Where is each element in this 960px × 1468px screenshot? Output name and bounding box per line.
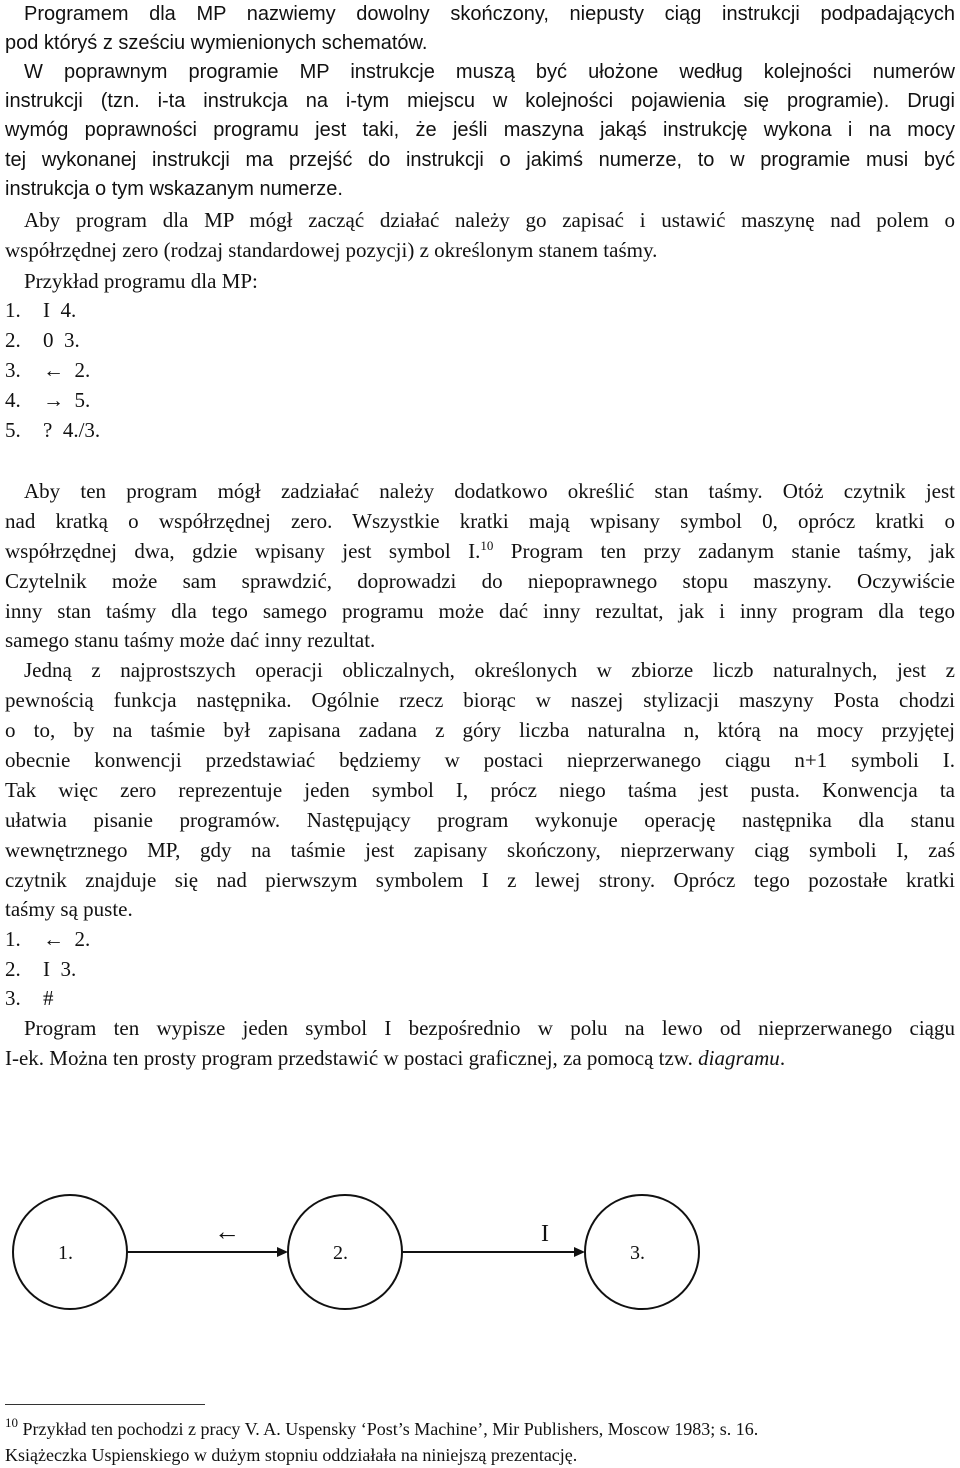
text-line: taśmy są puste. xyxy=(5,897,133,921)
footnote-rule xyxy=(5,1404,205,1405)
footnote-text: Przykład ten pochodzi z pracy V. A. Uspensky ‘Post’s Machine’, Mir Publishers, Moscow 1983; s. 16. xyxy=(22,1419,759,1439)
text-fragment: Program ten przy zadanym stanie taśmy, jak xyxy=(493,539,955,563)
text-line: Programem dla MP nazwiemy dowolny skończony, niepusty ciąg instrukcji podpadających xyxy=(24,3,955,25)
instruction-number: 5. xyxy=(5,418,21,442)
diagram-node-label: 1. xyxy=(58,1242,73,1264)
footnote-number: 10 xyxy=(5,1415,18,1430)
arrowhead-icon xyxy=(574,1247,585,1257)
text-line: Czytelnik może sam sprawdzić, doprowadzi do niepoprawnego stopu maszyny. Oczywiście xyxy=(5,569,955,593)
text-line: pod któryś z sześciu wymienionych schematów. xyxy=(5,32,428,54)
text-fragment: . xyxy=(779,1046,786,1070)
text-line: Jedną z najprostszych operacji obliczalnych, określonych w zbiorze liczb naturalnych, jest z xyxy=(24,658,955,682)
instruction-number: 3. xyxy=(5,986,21,1010)
instruction-number: 1. xyxy=(5,298,21,322)
instruction-body: → 5. xyxy=(43,388,91,412)
text-line: wewnętrznego MP, gdy na taśmie jest zapisany skończony, nieprzerwany ciąg symboli I, zaś xyxy=(5,838,955,862)
text-fragment: I-ek. Można ten prosty program przedstawić w postaci graficznej, za pomocą tzw. xyxy=(5,1046,699,1070)
instruction-body: ← 2. xyxy=(43,927,91,951)
text-line: instrukcja o tym wskazanym numerze. xyxy=(5,178,343,200)
instruction-body: I 3. xyxy=(43,957,77,981)
text-line: Tak więc zero reprezentuje jeden symbol I, prócz niego taśma jest pusta. Konwencja ta xyxy=(5,778,955,802)
text-line: tej wykonanej instrukcji ma przejść do instrukcji o jakimś numerze, to w programie musi być xyxy=(5,149,955,171)
text-line: inny stan taśmy dla tego samego programu może dać inny rezultat, jak i inny program dla tego xyxy=(5,599,955,623)
instruction-body: # xyxy=(43,986,54,1010)
text-line: czytnik znajduje się nad pierwszym symbolem I z lewej strony. Oprócz tego pozostałe kratki xyxy=(5,868,955,892)
diagram-edge-label: ← xyxy=(214,1217,240,1246)
instruction-body: I 4. xyxy=(43,298,77,322)
text-line: ułatwia pisanie programów. Następujący program wykonuje operację następnika dla stanu xyxy=(5,808,955,832)
text-line: współrzędnej zero (rodzaj standardowej pozycji) z określonym stanem taśmy. xyxy=(5,238,658,262)
emphasis-term: diagramu xyxy=(698,1046,780,1070)
instruction-number: 1. xyxy=(5,927,21,951)
text-line: wymóg poprawności programu jest taki, że jeśli maszyna jakąś instrukcję wykona i na mocy xyxy=(5,119,955,141)
footnote-text: Książeczka Uspienskiego w dużym stopniu oddziałała na niniejszą prezentację. xyxy=(5,1445,578,1465)
diagram-node-label: 2. xyxy=(333,1242,348,1264)
instruction-number: 4. xyxy=(5,388,21,412)
text-line: nad kratką o współrzędnej zero. Wszystkie kratki mają wpisany symbol 0, oprócz kratki o xyxy=(5,509,955,533)
text-line: Aby ten program mógł zadziałać należy dodatkowo określić stan taśmy. Otóż czytnik jest xyxy=(24,479,955,503)
text-line: Aby program dla MP mógł zacząć działać należy go zapisać i ustawić maszynę nad polem o xyxy=(24,208,955,232)
instruction-number: 2. xyxy=(5,957,21,981)
text-line: samego stanu taśmy może dać inny rezultat. xyxy=(5,628,376,652)
diagram-node-label: 3. xyxy=(630,1242,645,1264)
instruction-body: ? 4./3. xyxy=(43,418,101,442)
footnote xyxy=(5,1416,955,1442)
text-line: Program ten wypisze jeden symbol I bezpośrednio w polu na lewo od nieprzerwanego ciągu xyxy=(24,1016,955,1040)
text-line: instrukcji (tzn. i-ta instrukcja na i-tym miejscu w kolejności pojawienia się programie). Drugi xyxy=(5,90,955,112)
instruction-number: 2. xyxy=(5,328,21,352)
diagram-edge-label: I xyxy=(541,1221,549,1247)
text-line: obecnie konwencji przedstawiać będziemy w postaci nieprzerwanego ciągu n+1 symboli I. xyxy=(5,748,955,772)
text-line: W poprawnym programie MP instrukcje muszą być ułożone według kolejności numerów xyxy=(24,61,955,83)
footnote-ref: 10 xyxy=(480,538,494,553)
instruction-body: 0 3. xyxy=(43,328,80,352)
text-line: o to, by na taśmie był zapisana zadana z góry liczba naturalna n, którą na mocy przyjętej xyxy=(5,718,955,742)
arrowhead-icon xyxy=(277,1247,288,1257)
instruction-number: 3. xyxy=(5,358,21,382)
text-line: pewnością funkcja następnika. Ogólnie rzecz biorąc w naszej stylizacji maszyny Posta chodzi xyxy=(5,688,955,712)
text-fragment: współrzędnej dwa, gdzie wpisany jest symbol I. xyxy=(5,539,481,563)
instruction-body: ← 2. xyxy=(43,358,91,382)
example-heading: Przykład programu dla MP: xyxy=(24,269,258,293)
